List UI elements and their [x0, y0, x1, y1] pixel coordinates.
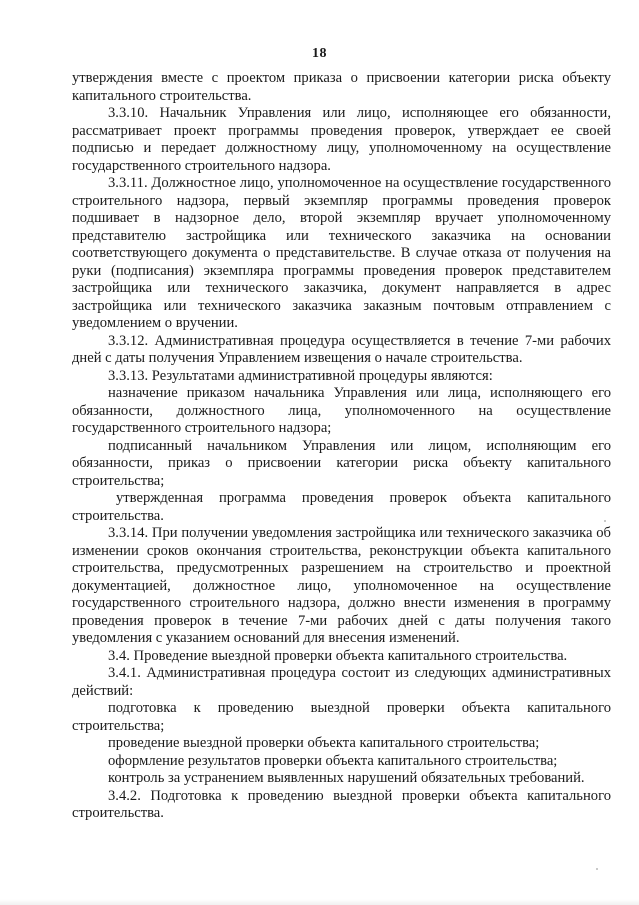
document-body [72, 70, 611, 823]
action-item-control: контроль за устранением выявленных нарушений обязательных требований. [108, 770, 585, 786]
section-3-4-heading: 3.4. Проведение выездной проверки объекта капитального строительства. [108, 647, 568, 664]
paragraph-3-3-14: 3.3.14. При получении уведомления застройщика или технического заказчика об изменении сроков окончания строительства, реконструкции объекта капитального строительства, предусмотренных разрешением на строительство и проектной документацией, должностное лицо, уполномоченное на осуществление государственного строительного надзора, должно внести изменения в программу проведения проверок в течение 7-ми рабочих дней с даты получения такого уведомления с указанием оснований для внесения изменений. [72, 525, 611, 646]
paragraph-continuation: утверждения вместе с проектом приказа о присвоении категории риска объекту капитального строительства. [72, 70, 611, 104]
action-item-preparation: подготовка к проведению выездной проверки объекта капитального строительства; [72, 700, 611, 734]
result-item-appointment: назначение приказом начальника Управления или лица, исполняющего его обязанности, должностного лица, уполномоченного на осуществление государственного строительного надзора; [72, 385, 611, 436]
action-item-inspection: проведение выездной проверки объекта капитального строительства; [108, 735, 540, 751]
paragraph-3-3-10: 3.3.10. Начальник Управления или лицо, исполняющее его обязанности, рассматривает проект программы проведения проверок, утверждает ее своей подписью и передает должностному лицу, уполномоченному на осуществление государственного строительного надзора. [72, 105, 611, 174]
action-item-results: оформление результатов проверки объекта капитального строительства; [108, 752, 558, 769]
paragraph-3-3-13: 3.3.13. Результатами административной процедуры являются: [108, 367, 493, 384]
page-number: 18 [312, 46, 327, 61]
result-item-risk-order: подписанный начальником Управления или лицом, исполняющим его обязанности, приказ о присвоении категории риска объекту капитального строительства; [72, 437, 611, 489]
scan-edge-shadow [0, 899, 639, 905]
paragraph-3-4-2: 3.4.2. Подготовка к проведению выездной проверки объекта капитального строительства. [72, 787, 611, 821]
paragraph-3-3-12: 3.3.12. Административная процедура осуществляется в течение 7-ми рабочих дней с даты получения Управлением извещения о начале строительства. [72, 332, 611, 366]
result-item-approved-program: утвержденная программа проведения проверок объекта капитального строительства. [72, 490, 611, 524]
paragraph-3-3-11: 3.3.11. Должностное лицо, уполномоченное на осуществление государственного строительного надзора, первый экземпляр программы проведения проверок подшивает в надзорное дело, второй экземпляр вручает уполномоченному представителю застройщика или технического заказчика на основании соответствующего документа о представительстве. В случае отказа от получения на руки (подписания) экземпляра программы проведения проверок представителем застройщика или технического заказчика, документ направляется в адрес застройщика или технического заказчика заказным почтовым отправлением с уведомлением о вручении. [72, 175, 611, 331]
scan-speck [596, 868, 598, 870]
scan-speck [604, 520, 606, 522]
paragraph-3-4-1: 3.4.1. Административная процедура состоит из следующих административных действий: [72, 665, 611, 699]
